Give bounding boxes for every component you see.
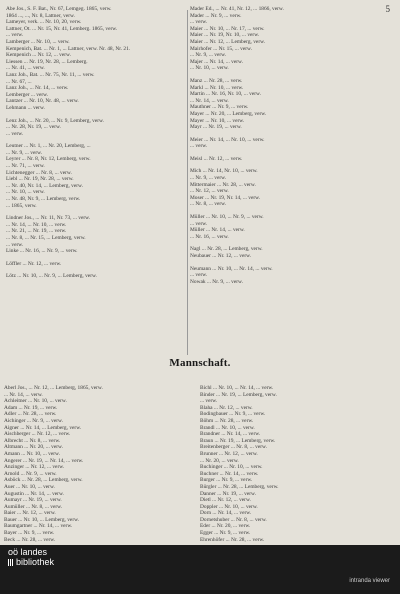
list-entry: Lanz Joh., Bat. ... Nr. 75, Nr. 11, ... verw. xyxy=(6,71,95,78)
library-logo[interactable] xyxy=(8,547,88,581)
list-entry: ... Nr. 16, ... verw. xyxy=(190,233,229,240)
list-entry: ... verw. xyxy=(200,398,218,405)
list-entry: ... Nr. 21, ... Nr. 19, ... verw. xyxy=(6,228,67,235)
left-column-crew xyxy=(4,385,188,543)
list-entry: Nowak ... Nr. 9, ... verw. xyxy=(190,278,243,285)
list-entry: Lötz ... Nr. 10, ... Nr. 9, ... Lemberg, verw. xyxy=(6,273,97,280)
right-column-crew xyxy=(200,385,390,543)
list-entry: ... Nr. 40, Nr. 14, ... Lemberg, verw. xyxy=(6,182,83,189)
list-entry: Aigner ... Nr. 14, ... Lemberg, verw. xyxy=(4,424,82,431)
list-entry: ... verw. xyxy=(190,19,208,26)
list-entry: Markl ... Nr. 10, ... verw. xyxy=(190,84,244,91)
logo-text-line-2-label: bibliothek xyxy=(16,557,55,567)
list-entry: ... Nr. 9, ... verw. xyxy=(6,149,43,156)
left-column-officers xyxy=(6,6,184,280)
list-entry: Mittermaier ... Nr. 28, ... verw. xyxy=(190,181,256,188)
list-entry: Aberl Jos., ... Nr. 12, ... Lemberg, 1865, verw. xyxy=(4,385,103,391)
list-entry: Angerer ... Nr. 19, ... Nr. 14, ... verw. xyxy=(4,457,84,464)
list-entry: Lamberger ... Nr. 10, ... verw. xyxy=(6,38,70,45)
list-entry: Brandner ... Nr. 14, ... verw. xyxy=(200,431,261,438)
list-entry: ... Nr. 8, ... verw. xyxy=(190,201,227,208)
list-entry: ... Nr. 10, ... verw. xyxy=(190,65,229,72)
list-entry: Danner ... Nr. 19, ... verw. xyxy=(200,490,256,497)
list-entry: Müller ... Nr. 14, ... verw. xyxy=(190,227,245,234)
list-entry: Aumayr ... Nr. 19, ... verw. xyxy=(4,497,62,504)
page-number: 5 xyxy=(385,4,390,14)
list-entry: Asböck ... Nr. 28, ... Lemberg, verw. xyxy=(4,477,83,484)
list-entry: Baumgartner ... Nr. 14, ... verw. xyxy=(4,523,73,530)
list-entry: Beck ... Nr. 28, ... verw. xyxy=(4,536,56,543)
list-entry: Müller ... Nr. 10, ... Nr. 9, ... verw. xyxy=(190,214,264,221)
list-entry: Burger ... Nr. 9, ... verw. xyxy=(200,477,253,484)
list-entry: Lantzer ... Nr. 10, Nr. 48, ... verw. xyxy=(6,98,79,105)
list-entry: Bürgler ... Nr. 28, ... Lemberg, verw. xyxy=(200,483,279,490)
list-entry: Dietl ... Nr. 12, ... verw. xyxy=(200,497,251,504)
list-entry: ... Nr. 14, ... verw. xyxy=(4,391,43,398)
list-entry: Adam ... Nr. 19, ... verw. xyxy=(4,404,58,411)
list-entry: Lehmann ... verw. xyxy=(6,104,45,111)
list-entry: ... 1865, verw. xyxy=(6,202,37,209)
section-heading: Mannschaft. xyxy=(169,357,231,369)
list-entry: Altmann ... Nr. 20, ... verw. xyxy=(4,444,63,451)
right-column-officers xyxy=(190,6,386,285)
list-entry: Mich ... Nr. 14, Nr. 10, ... verw. xyxy=(190,168,258,175)
list-entry: ... Nr. 20, ... verw. xyxy=(200,457,239,464)
list-entry: ... Nr. 12, ... verw. xyxy=(190,188,229,195)
list-entry: Maier ... Nr. 10, ... Nr. 17, ... verw. xyxy=(190,25,265,32)
list-entry: Kempenich, Bat. ... Nr. 1, ... Lattner, verw. Nr. 48, Nr. 21. xyxy=(6,45,131,52)
list-entry: ... Nr. 71, ... verw. xyxy=(6,163,45,170)
list-entry: Ehrenhöfer ... Nr. 28, ... verw. xyxy=(200,536,265,543)
list-entry: Augustin ... Nr. 14, ... verw. xyxy=(4,490,64,497)
list-entry: Brunner ... Nr. 12, ... verw. xyxy=(200,450,258,457)
list-entry: Nagl ... Nr. 28, ... Lemberg, verw. xyxy=(190,246,263,253)
list-entry: Leyrer ... Nr. 8, Nr. 12, Lemberg, verw. xyxy=(6,156,91,163)
list-entry: ... verw. xyxy=(6,130,24,137)
list-entry: Buchinger ... Nr. 10, ... verw. xyxy=(200,464,263,471)
list-entry: ... Nr. 9, ... verw. xyxy=(190,52,227,59)
list-entry: Kempenich ... Nr. 12, ... verw. xyxy=(6,52,71,59)
list-entry: Abe Jos., S. F. Bat., Nr. 67, Lemgeg. 1865, verw. xyxy=(6,6,112,12)
list-entry: Mayer ... Nr. 10, ... verw. xyxy=(190,117,245,124)
list-entry: ... verw. xyxy=(190,143,208,150)
list-entry: Mader ... Nr. 9, ... verw. xyxy=(190,12,242,19)
list-entry: Aischberger ... Nr. 12, ... verw. xyxy=(4,431,71,438)
list-entry: Mauthner ... Nr. 9, ... verw. xyxy=(190,104,249,111)
list-entry: ... Nr. 14, ... verw. xyxy=(190,97,229,104)
logo-text-line-2 xyxy=(8,557,88,567)
list-entry: Auer ... Nr. 10, ... verw. xyxy=(4,483,55,490)
list-entry: Bichl ... Nr. 10, ... Nr. 14, ... verw. xyxy=(200,385,274,391)
list-entry: ... verw. xyxy=(190,220,208,227)
list-entry: Meisl ... Nr. 12, ... verw. xyxy=(190,155,243,162)
list-entry: Buchner ... Nr. 14, ... verw. xyxy=(200,470,259,477)
list-entry: Dornetshuber ... Nr. 8, ... verw. xyxy=(200,516,267,523)
list-entry: Moser ... Nr. 19, Nr. 14, ... verw. xyxy=(190,194,261,201)
list-entry: Maier ... Nr. 12, ... Lemberg, verw. xyxy=(190,38,265,45)
list-entry: Lindner Jos., ... Nr. 11, Nr. 73, ... verw. xyxy=(6,215,91,222)
list-entry: ... verw. xyxy=(6,241,24,248)
column-divider xyxy=(187,10,188,355)
logo-bars-icon xyxy=(8,557,14,567)
list-entry: Baier ... Nr. 12, ... verw. xyxy=(4,510,56,517)
list-entry: Blaha ... Nr. 12, ... verw. xyxy=(200,404,253,411)
list-entry: ... verw. xyxy=(6,32,24,39)
list-entry: Adler ... Nr. 28, ... verw. xyxy=(4,411,57,418)
list-entry: Egger ... Nr. 9, ... verw. xyxy=(200,530,251,537)
list-entry: Meier ... Nr. 14, ... Nr. 10, ... verw. xyxy=(190,136,265,143)
list-entry: Lemberger ... verw. xyxy=(6,91,49,98)
list-entry: Amann ... Nr. 10, ... verw. xyxy=(4,450,60,457)
list-entry: Eder ... Nr. 20, ... verw. xyxy=(200,523,251,530)
list-entry: ... Nr. 8, ... Nr. 15, ... Lemberg, verw. xyxy=(6,235,86,241)
list-entry: Bauer ... Nr. 10, ... Lemberg, verw. xyxy=(4,516,79,523)
list-entry: ... Nr. 14, ... Nr. 10, ... verw. xyxy=(6,221,67,228)
list-entry: Brandl ... Nr. 10, ... verw. xyxy=(200,424,255,431)
list-entry: Lanz Joh., ... Nr. 14, ... verw. xyxy=(6,85,69,92)
list-entry: Mairhofer ... Nr. 15, ... verw. xyxy=(190,45,252,52)
list-entry: ... Nr. 9, ... verw. xyxy=(190,175,227,182)
list-entry: Maier ... Nr. 19, Nr. 10, ... verw. xyxy=(190,32,260,39)
list-entry: ... verw. xyxy=(190,272,208,279)
logo-text-line-1: oö landes xyxy=(8,547,48,557)
list-entry: Binder ... Nr. 19, ... Lemberg, verw. xyxy=(200,391,277,398)
list-entry: Braun ... Nr. 19, ... Lemberg, verw. xyxy=(200,437,276,444)
list-entry: Manz ... Nr. 28, ... verw. xyxy=(190,77,243,84)
list-entry: ... Nr. 41, ... verw. xyxy=(6,65,45,72)
list-entry: Mayer ... Nr. 20, ... Lemberg, verw. xyxy=(190,110,267,117)
list-entry: 1864 ..., ..., Nr. 8, Lattner, verw. xyxy=(6,12,75,19)
list-entry: Aumüller ... Nr. 8, ... verw. xyxy=(4,503,63,510)
list-entry: Aichinger ... Nr. 9, ... verw. xyxy=(4,417,63,424)
list-entry: ... Nr. 28, Nr. 19, ... verw. xyxy=(6,124,61,131)
list-entry: Arnold ... Nr. 9, ... verw. xyxy=(4,470,57,477)
list-entry: Anzinger ... Nr. 12, ... verw. xyxy=(4,464,65,471)
list-entry: Lattner, Ot. ... Nr. 15, Nr. 41, Lemberg. 1865, verw. xyxy=(6,25,118,32)
list-entry: Lenz Joh., ... Nr. 20, ... Nr. 9, Lemberg, verw. xyxy=(6,117,104,124)
list-entry: Majer ... Nr. 14, ... verw. xyxy=(190,58,243,65)
list-entry: Breitenberger ... Nr. 8, ... verw. xyxy=(200,444,267,451)
list-entry: ... Nr. 67, ... xyxy=(6,78,32,85)
list-entry: Liessen ... Nr. 19, Nr. 28, ... Lemberg. xyxy=(6,58,88,65)
list-entry: Bayer ... Nr. 9, ... verw. xyxy=(4,530,55,537)
list-entry: Leutner ... Nr. 1, ... Nr. 20, Lemberg, ... xyxy=(6,143,91,150)
list-entry: Bodingbauer ... Nr. 9, ... verw. xyxy=(200,411,266,418)
list-entry: ... Nr. 48, Nr. 9, ... Lemberg, verw. xyxy=(6,196,81,203)
list-entry: Dorn ... Nr. 14, ... verw. xyxy=(200,510,252,517)
list-entry: Liebl ... Nr. 19, Nr. 28, ... verw. xyxy=(6,176,74,183)
list-entry: Mayr ... Nr. 19, ... verw. xyxy=(190,124,242,131)
list-entry: Löffler ... Nr. 12, ... verw. xyxy=(6,260,62,267)
list-entry: Martin ... Nr. 16, Nr. 10, ... verw. xyxy=(190,91,261,98)
list-entry: ... Nr. 10, ... verw. xyxy=(6,189,45,196)
list-entry: Achleitner ... Nr. 10, ... verw. xyxy=(4,398,67,405)
list-entry: Linke ... Nr. 16, ... Nr. 9, ... verw. xyxy=(6,248,78,255)
list-entry: Neumann ... Nr. 10, ... Nr. 14, ... verw. xyxy=(190,265,273,272)
list-entry: Lameyer, verk. ... Nr. 10, 20, verw. xyxy=(6,19,82,26)
list-entry: Lichtenegger ... Nr. 8, ... verw. xyxy=(6,169,72,176)
viewer-label: intranda viewer xyxy=(349,578,390,584)
list-entry: Mader Ed., ... Nr. 41, Nr. 12, ... 1866, verw. xyxy=(190,6,284,12)
list-entry: Böhm ... Nr. 28, ... verw. xyxy=(200,417,254,424)
list-entry: Doppler ... Nr. 10, ... verw. xyxy=(200,503,258,510)
list-entry: Neubauer ... Nr. 12, ... verw. xyxy=(190,253,252,259)
list-entry: Albrecht ... Nr. 8, ... verw. xyxy=(4,437,61,444)
